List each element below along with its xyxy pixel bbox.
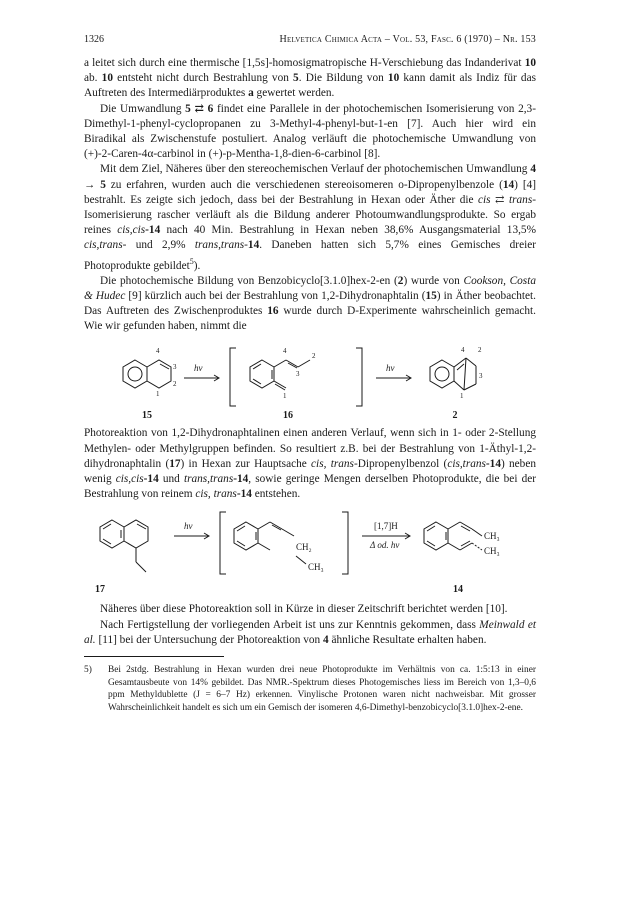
text-run: ) wurde von [403,274,464,287]
text-run: gewertet werden. [253,87,335,100]
text-run: 10 [524,57,536,69]
reaction-scheme-2 [84,506,536,598]
group-label: CH₃ [308,562,324,573]
text-run: kann damit als Indiz für das Auftreten des Intermediärproduktes [84,72,536,100]
atom-number: 1 [283,392,287,401]
group-label: CH₃ [484,531,500,542]
journal-line: Helvetica Chimica Acta – Vol. 53, Fasc. 6 (1970) – Nr. 153 [279,34,536,45]
arrow-label: hν [386,363,395,374]
structure-15 [123,360,171,388]
compound-label: 16 [283,410,293,422]
text-run: [9] kürzlich auch bei der Bestrahlung von 1,2-Dihydronaphtalin ( [125,289,426,302]
text-run: ähnliche Resultate erhalten haben. [328,633,487,646]
italic-run: trans,trans- [194,239,248,252]
italic-run: cis, trans [195,488,237,501]
atom-number: 2 [312,352,316,361]
compound-ref: -14 [485,457,501,470]
structure-14 [424,522,482,550]
running-header [84,34,536,45]
footnote-text: Bei 2stdg. Bestrahlung in Hexan wurden drei neue Photoprodukte im Verhältnis von ca. 1:5:13 in einer Gesamtausbeute von 14% gebildet. Das NMR.-Spektrum dieses Photogemisches liess im Bereich von 1,3–0,6 ppm Methyldublette (J = 6–7 Hz) erkennen. Vinylische Protonen waren nicht nachweisbar. Mit grosser Wahrscheinlichkeit handelt es sich um ein Gemisch der isomeren 4,6-Dimethyl-benzobicyclo[3.1.0]hex-2-ene. [108,665,536,713]
atom-number: 2 [478,346,482,355]
compound-ref: 17 [169,457,181,470]
compound-label: 14 [453,584,463,596]
compound-ref: -14 [143,473,159,486]
text-run: zu erfahren, wurden auch die verschiedenen stereoisomeren o-Dipropenylbenzole ( [105,178,503,191]
text-run: a leitet sich durch eine thermische [1,5s]-homosigmatropische H-Verschiebung das Indanderivat [84,57,525,69]
text-run: [11] bei der Untersuchung der Photoreaktion von [95,633,323,646]
italic-run: cis,cis [117,224,146,237]
italic-run: cis,cis [115,473,144,486]
text-run: und 2,9% [126,239,195,252]
atom-number: 3 [296,370,300,379]
text-run: ) in Äther beobachtet. Das Auftreten des Zwischenproduktes [84,289,536,318]
compound-label: 17 [95,584,105,596]
text-run: Näheres über diese Photoreaktion soll in Kürze in dieser Zeitschrift berichtet werden [10]. [100,603,508,616]
compound-ref: 4 → 5 [84,163,536,191]
text-run: ab. [84,72,102,85]
footnote-rule [84,656,224,657]
text-run: findet eine Parallele in der photochemischen Isomerisierung von 2,3-Dimethyl-1-phenyl-cyclopropanen zu 3-Methyl-4-phenyl-but-1-en [7]. Auch hier wird ein Biradikal als Zwischenstufe postuliert. Analog verläuft die photochemische Umwandlung von (+)-2-Caren-4α-carbinol in (+)-p-Mentha-1,8-dien-6-carbinol [8]. [84,102,536,161]
scheme-1-drawing [84,336,536,424]
compound-ref: 10 [387,72,400,85]
atom-number: 2 [173,380,177,389]
text-run: wurde durch D-Experimente wahrscheinlich gemacht. Wie wir gefunden haben, nimmt die [84,305,536,333]
italic-run: trans,trans [183,473,234,486]
compound-ref: 14 [247,239,260,252]
scheme-2-drawing [84,506,536,598]
italic-run: cis ⇄ trans [478,193,533,206]
text-run: . Daneben hatten sich 5,7% eines Gemisches dreier Photoprodukte gebildet [84,239,536,272]
compound-ref: a [248,87,254,100]
arrow-label: [1,7]H [374,521,398,532]
text-run: entstehen. [251,488,301,501]
atom-number: 3 [479,372,483,381]
compound-ref: 2 [397,274,404,287]
atom-number: 1 [460,392,464,401]
footnote-mark: 5) [84,665,92,676]
atom-number: 4 [156,347,160,356]
reaction-scheme-1 [84,336,536,424]
italic-run: cis,trans- [84,239,127,252]
text-run: ) in Hexan zur Hauptsache [180,457,312,470]
page [84,34,536,714]
compound-ref: 15 [425,289,437,302]
text-run: und [158,473,184,486]
compound-ref: 5 [293,72,299,85]
paragraph-7 [84,618,536,648]
atom-number: 4 [461,346,465,355]
compound-ref: 10 [101,72,113,85]
text-run: Nach Fertigstellung der vorliegenden Arbeit ist uns zur Kenntnis gekommen, dass [100,618,480,631]
footnote-ref: 5 [189,256,194,266]
text-run: . Die Bildung von [298,72,388,85]
text-run: nach 40 Min. Bestrahlung in Hexan neben 38,6% Ausgangsmaterial 13,5% [160,224,536,237]
text-run: Die Umwandlung [100,102,186,115]
author-names: Meinwald et al. [84,618,536,646]
paragraph-1 [84,56,536,102]
compound-ref: -14 [233,473,249,486]
group-label: CH₂ [296,542,312,553]
arrow-label: hν [194,363,203,374]
text-run: Photoreaktion von 1,2-Dihydronaphtalinen einen anderen Verlauf, wenn sich in 1- oder 2-Stellung Methylen- oder Methylgruppen befinden. So resultiert z.B. bei der Bestrahlung von 1-Äthyl-1,2-dihydronaphtalin ( [84,427,536,470]
arrow-label: hν [184,521,193,532]
compound-label: 2 [452,410,458,422]
page-number: 1326 [84,34,104,45]
text-run: Mit dem Ziel, Näheres über den stereochemischen Verlauf der photochemischen Umwandlung [100,163,531,176]
paragraph-4 [84,274,536,335]
paragraph-5 [84,426,536,502]
compound-ref: 5 ⇄ 6 [185,102,214,115]
group-label: CH₃ [484,546,500,557]
paragraph-3 [84,162,536,273]
text-run: ). [193,259,201,272]
atom-number: 3 [173,363,177,372]
structure-intermediate [220,512,348,574]
text-run: ) neben wenig [84,457,536,486]
atom-number: 1 [156,390,160,399]
italic-run: cis,trans [447,457,486,470]
author-names: Cookson, Costa & Hudec [84,274,536,302]
paragraph-2 [84,102,536,163]
compound-ref: -14 [145,224,161,237]
text-run: ) [4] bestrahlt. Es zeigte sich jedoch, dass bei der Bestrahlung in Hexan oder Äther die [84,178,536,206]
footnote [84,664,536,714]
text-run: -Isomerisierung rascher verläuft als die Bildung anderer Photoumwandlungsprodukte. So ergab reines [84,193,536,237]
text-run: Die photochemische Bildung von Benzobicyclo[3.1.0]hex-2-en ( [100,274,398,287]
compound-ref: -14 [236,488,252,501]
atom-number: 4 [283,347,287,356]
structure-2 [430,358,476,390]
text-run: -Dipropenylbenzol ( [353,457,448,470]
text-run: entsteht nicht durch Bestrahlung von [112,72,294,85]
arrow-label: Δ od. hν [370,540,400,551]
compound-ref: 16 [267,305,279,318]
text-run: , sowie geringe Mengen derselben Photoprodukte, die bei der Bestrahlung von reinem [84,473,537,501]
compound-label: 15 [142,410,152,422]
paragraph-6 [84,602,536,617]
structure-17 [100,520,148,572]
compound-ref: 14 [502,178,515,191]
italic-run: cis, trans [311,457,354,470]
compound-ref: 4 [322,633,329,646]
